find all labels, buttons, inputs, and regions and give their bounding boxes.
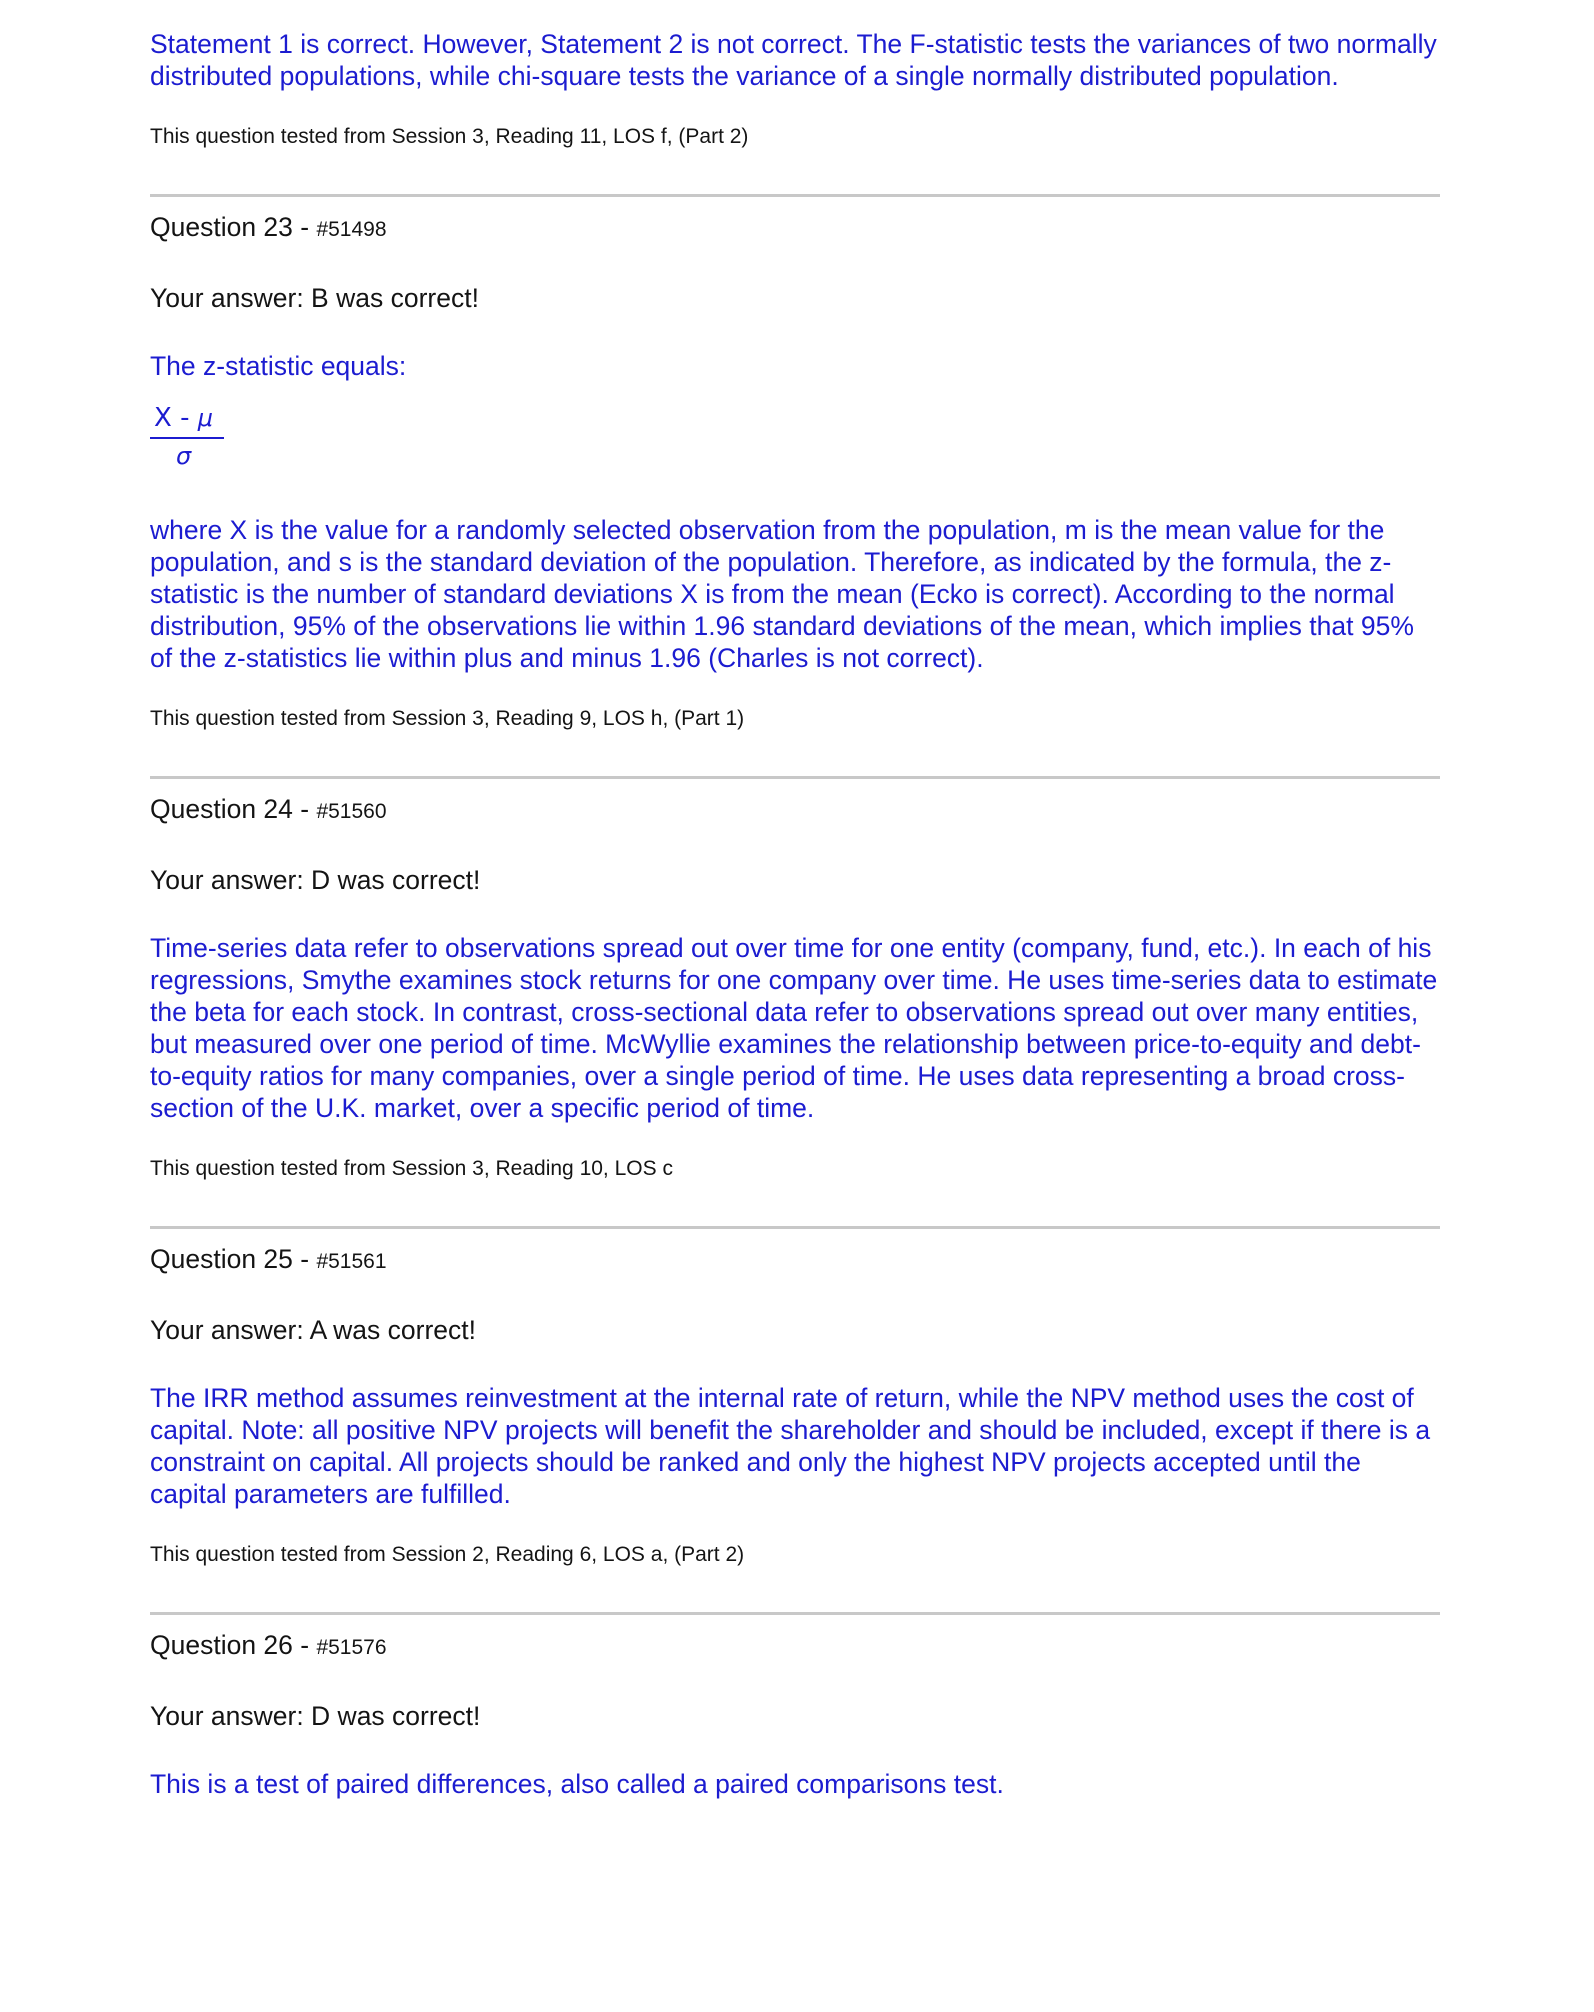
- question-23-intro: The z-statistic equals:: [150, 351, 407, 381]
- question-24-heading: [150, 793, 1440, 828]
- formula-minus: -: [171, 403, 198, 433]
- question-23-source: This question tested from Session 3, Reading 9, LOS h, (Part 1): [150, 707, 745, 730]
- question-number: #51498: [316, 218, 387, 241]
- z-statistic-formula: [150, 404, 230, 474]
- question-25-explanation: The IRR method assumes reinvestment at the internal rate of return, while the NPV method uses the cost of capital. Note: all positive NPV projects will benefit the shareholder and should be included, except if there is a constraint on capital. All projects should be ranked and only the highest NPV projects accepted until the capital parameters are fulfilled.: [150, 1383, 1431, 1509]
- question-title: Question 23 -: [150, 212, 317, 242]
- formula-mu: μ: [197, 404, 214, 432]
- previous-explanation: Statement 1 is correct. However, Statement 2 is not correct. The F-statistic tests the variances of two normally distributed populations, while chi-square tests the variance of a single normally distributed population.: [150, 29, 1437, 91]
- question-23-explanation: where X is the value for a randomly selected observation from the population, m is the mean value for the population, and s is the standard deviation of the population. Therefore, as indicated by the formula, the z-statistic is the number of standard deviations X is from the mean (Ecko is correct). According to the normal distribution, 95% of the observations lie within 1.96 standard deviations of the mean, which implies that 95% of the z-statistics lie within plus and minus 1.96 (Charles is not correct).: [150, 515, 1414, 673]
- formula-fraction-bar: [150, 437, 224, 439]
- question-26-answer: Your answer: D was correct!: [150, 1701, 481, 1731]
- previous-source: This question tested from Session 3, Reading 11, LOS f, (Part 2): [150, 125, 749, 148]
- question-26-explanation: This is a test of paired differences, also called a paired comparisons test.: [150, 1769, 1004, 1799]
- question-number: #51576: [316, 1636, 387, 1659]
- question-25-source: This question tested from Session 2, Reading 6, LOS a, (Part 2): [150, 1543, 745, 1566]
- question-24-explanation: Time-series data refer to observations spread out over time for one entity (company, fund, etc.). In each of his regressions, Smythe examines stock returns for one company over time. He uses time-series data to estimate the beta for each stock. In contrast, cross-sectional data refer to observations spread out over many entities, but measured over one period of time. McWyllie examines the relationship between price-to-equity and debt-to-equity ratios for many companies, over a single period of time. He uses data representing a broad cross-section of the U.K. market, over a specific period of time.: [150, 933, 1438, 1123]
- formula-denominator: σ: [176, 442, 192, 470]
- question-number: #51561: [316, 1250, 387, 1273]
- formula-numerator: [154, 404, 213, 432]
- question-24-answer: Your answer: D was correct!: [150, 865, 481, 895]
- question-title: Question 26 -: [150, 1630, 317, 1660]
- question-title: Question 24 -: [150, 794, 317, 824]
- question-23-heading: [150, 211, 1440, 246]
- question-25-heading: [150, 1243, 1440, 1278]
- question-24-source: This question tested from Session 3, Reading 10, LOS c: [150, 1157, 673, 1180]
- question-23-answer: Your answer: B was correct!: [150, 283, 479, 313]
- question-26-heading: [150, 1629, 1440, 1664]
- question-25-answer: Your answer: A was correct!: [150, 1315, 477, 1345]
- formula-x: X: [154, 403, 172, 433]
- question-title: Question 25 -: [150, 1244, 317, 1274]
- question-number: #51560: [316, 800, 387, 823]
- results-page: [150, 28, 1440, 1800]
